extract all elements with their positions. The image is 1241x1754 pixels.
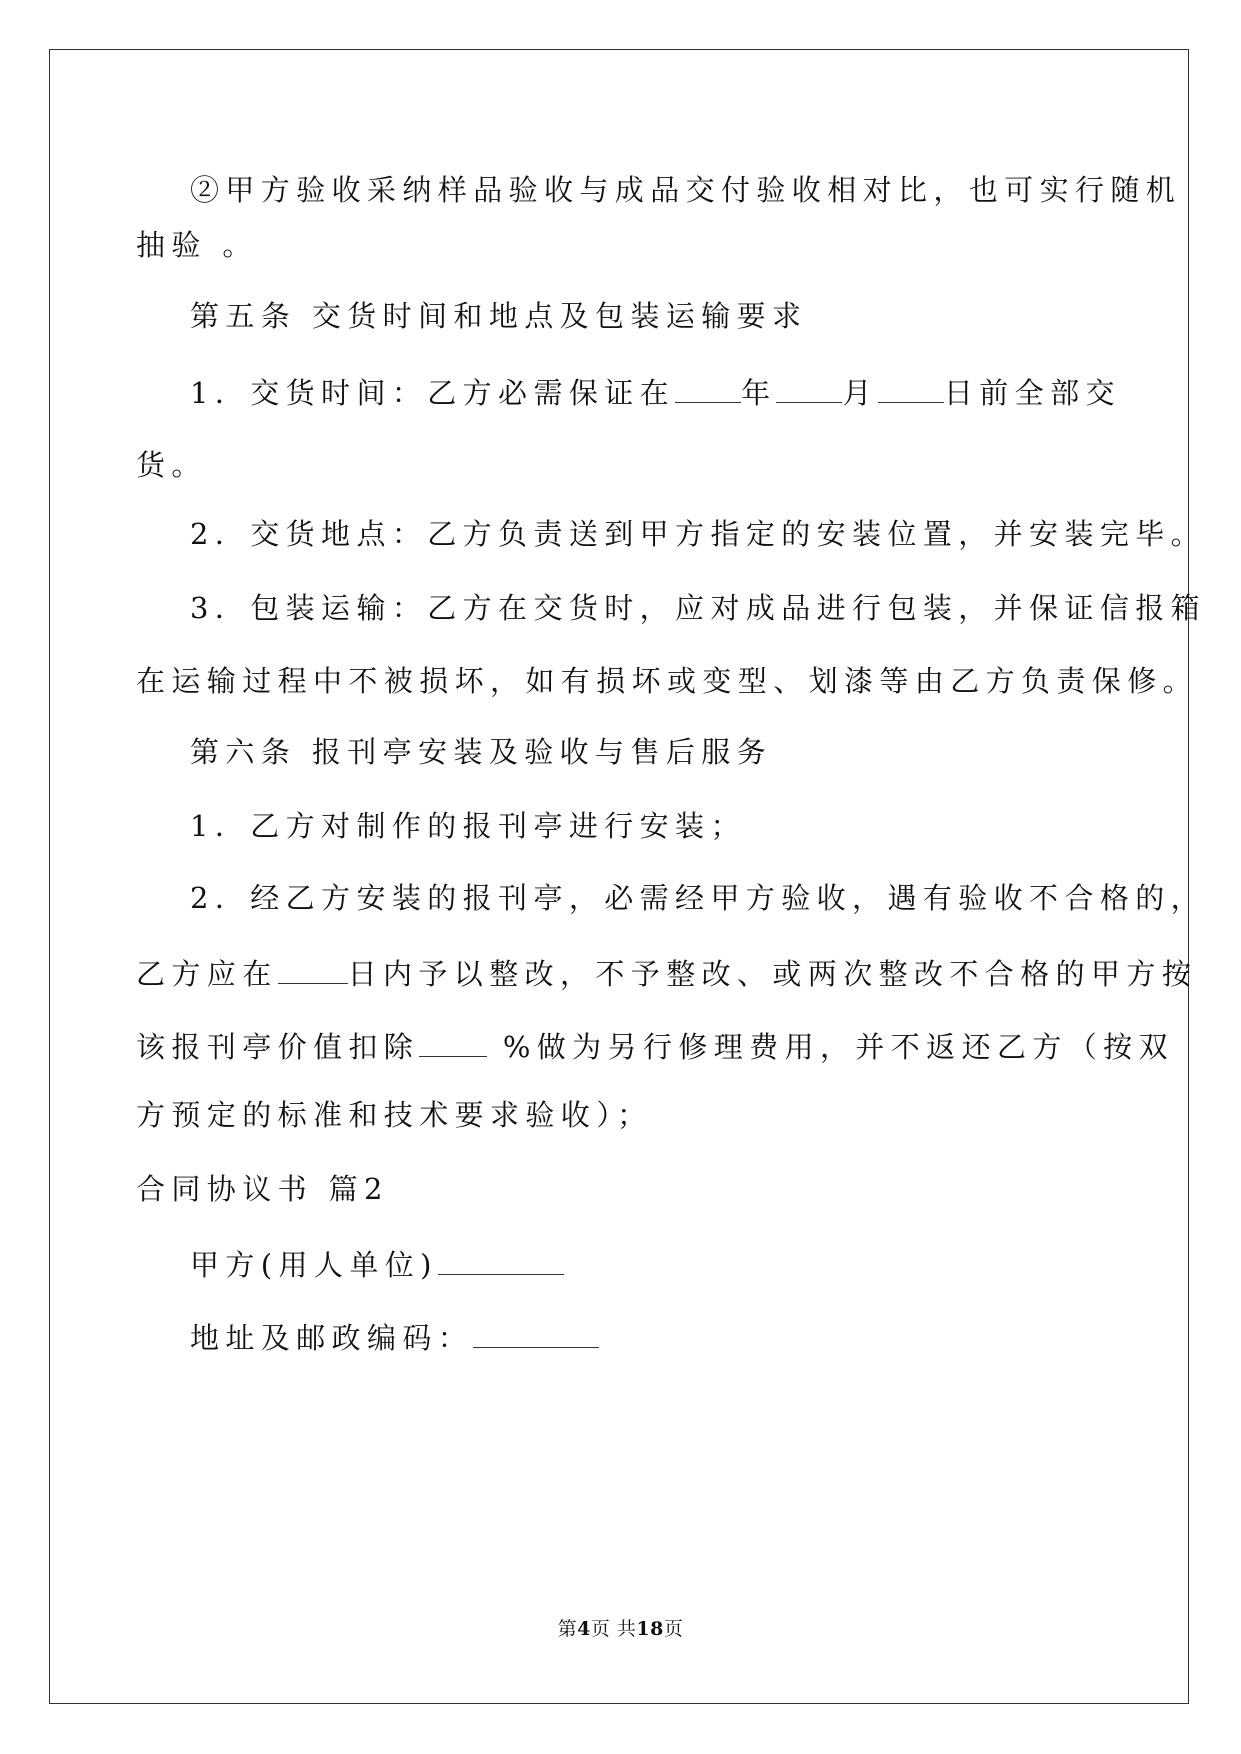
paragraph-line: 2．交货地点：乙方负责送到甲方指定的安装位置，并安装完毕。 (190, 517, 1207, 551)
fill-blank (419, 1030, 487, 1057)
page-border (49, 49, 1189, 1704)
text-segment: 乙方应在 (136, 957, 278, 991)
form-label: 甲方(用人单位) (190, 1248, 438, 1282)
paragraph-line: 2．经乙方安装的报刊亭，必需经甲方验收，遇有验收不合格的， (190, 881, 1207, 915)
text-segment: 1．交货时间：乙方必需保证在 (190, 376, 676, 410)
footer-mid: 页 共 (590, 1618, 637, 1640)
text-segment: 年 (741, 376, 777, 410)
text-segment: 月 (842, 376, 878, 410)
article-heading: 第六条 报刊亭安装及验收与售后服务 (190, 735, 773, 769)
text-segment: %做为另行修理费用，并不返还乙方（按双 (487, 1030, 1174, 1064)
paragraph-line: 在运输过程中不被损坏，如有损坏或变型、划漆等由乙方负责保修。 (136, 664, 1199, 698)
form-line (190, 1321, 599, 1353)
footer-suffix: 页 (663, 1618, 684, 1640)
fill-blank (878, 376, 944, 403)
paragraph-line: 方预定的标准和技术要求验收）； (136, 1098, 653, 1132)
footer-prefix: 第 (557, 1618, 578, 1640)
paragraph-line: 3．包装运输：乙方在交货时，应对成品进行包装，并保证信报箱 (190, 591, 1207, 625)
paragraph-line (190, 376, 1121, 408)
fill-blank (278, 957, 348, 984)
fill-blank (776, 376, 842, 403)
paragraph-line (136, 1030, 1174, 1062)
page-number: 4 (577, 1618, 591, 1640)
text-segment: 日前全部交 (943, 376, 1121, 410)
paragraph-line: 货。 (136, 448, 207, 482)
text-segment: 日内予以整改，不予整改、或两次整改不合格的甲方按 (347, 957, 1198, 991)
fill-blank (473, 1321, 599, 1348)
form-label: 地址及邮政编码： (190, 1321, 474, 1355)
paragraph-line: 抽验 。 (136, 228, 258, 262)
fill-blank (438, 1248, 564, 1275)
page-total: 18 (636, 1618, 664, 1640)
fill-blank (675, 376, 741, 403)
text-segment: 该报刊亭价值扣除 (136, 1030, 420, 1064)
page-footer (0, 1614, 1241, 1641)
form-line (190, 1248, 564, 1280)
paragraph-line: 1．乙方对制作的报刊亭进行安装； (190, 809, 746, 843)
paragraph-line (136, 957, 1197, 989)
paragraph-line: ②甲方验收采纳样品验收与成品交付验收相对比，也可实行随机 (190, 173, 1182, 207)
section-heading: 合同协议书 篇2 (136, 1172, 389, 1206)
article-heading: 第五条 交货时间和地点及包装运输要求 (190, 299, 808, 333)
